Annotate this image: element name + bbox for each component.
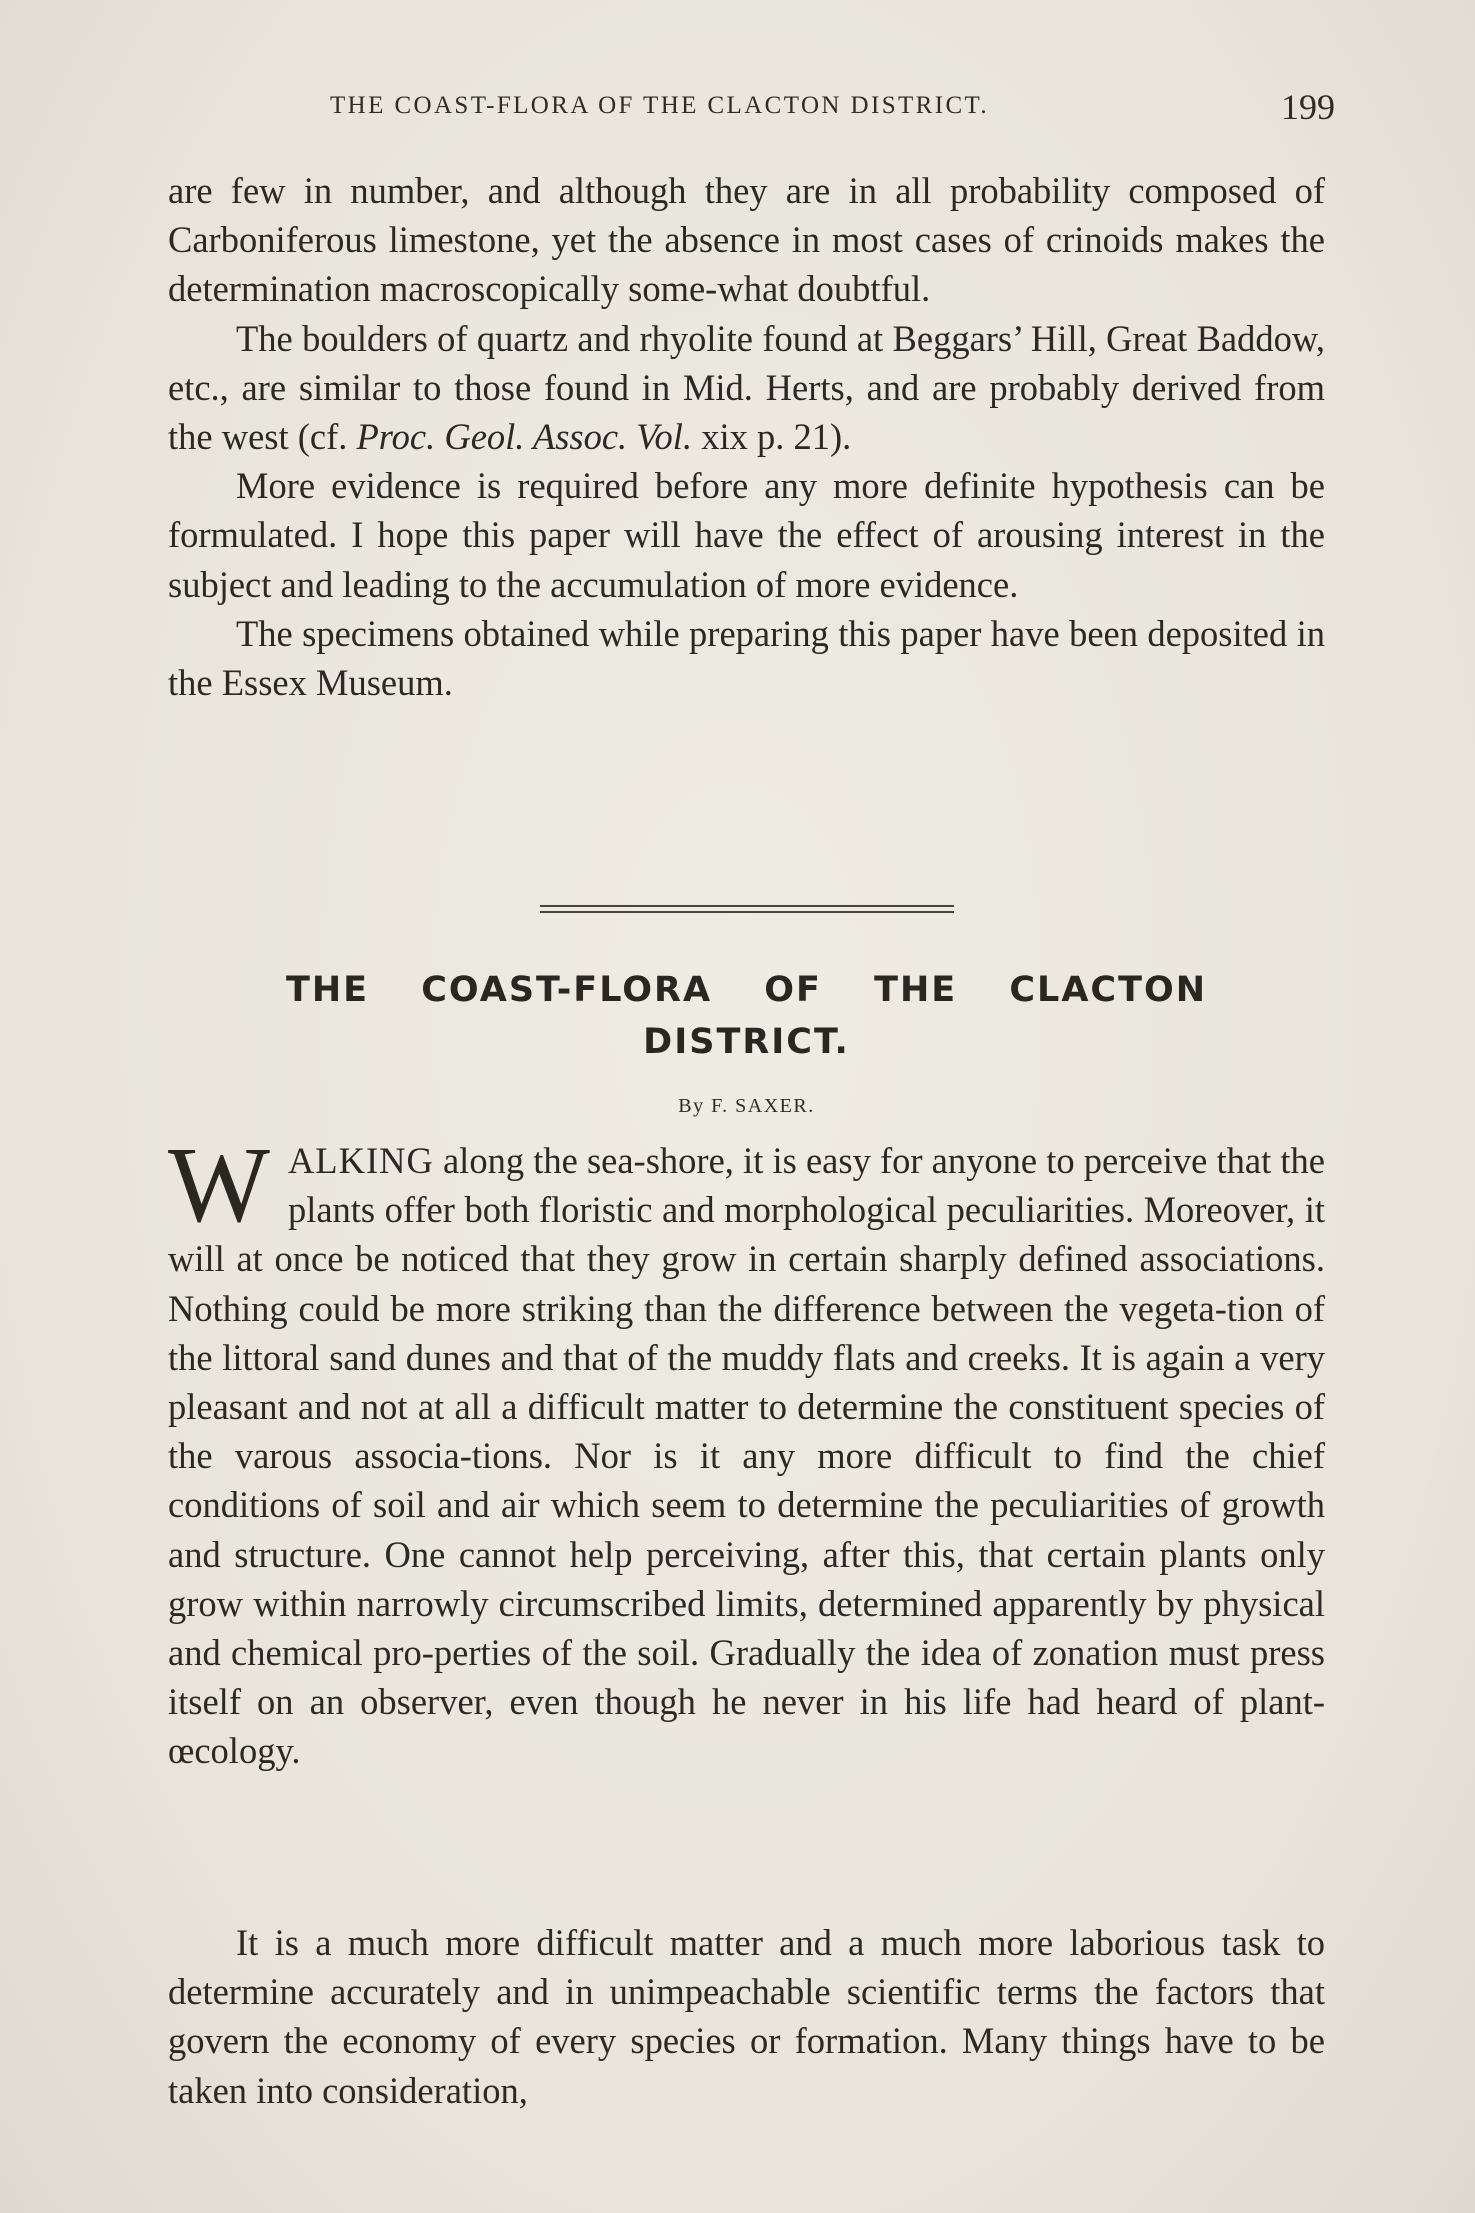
article-title-line: THE COAST-FLORA OF THE CLACTON — [285, 970, 1208, 1010]
running-head — [330, 88, 1335, 128]
section-divider-rule — [540, 905, 954, 915]
article-body — [168, 1126, 1325, 1776]
article-byline: By F. SAXER. — [678, 1095, 815, 1117]
paragraph: are few in number, and although they are in all probability composed of Carboniferous limestone, yet the absence in most cases of crinoids makes the determination macroscopically some-what doubtful. — [168, 170, 1325, 310]
divider-line — [540, 905, 954, 907]
drop-cap: W — [168, 1126, 270, 1245]
paragraph: The specimens obtained while preparing this paper have been deposited in the Essex Museum. — [168, 612, 1325, 704]
citation-rest: xix p. 21). — [692, 416, 852, 458]
paragraph: More evidence is required before any more definite hypothesis can be formulated. I hope this paper will have the effect of arousing interest in the subject and leading to the accumulation of more evidence. — [168, 465, 1325, 605]
article-body-continued — [168, 1918, 1325, 2115]
paragraph-text: The boulders of quartz and rhyolite found at Beggars’ Hill, Great Baddow, etc., are similar to those found in Mid. Herts, and are probably derived from the west (cf. — [168, 317, 1325, 458]
article-title-line: DISTRICT. — [643, 1022, 850, 1062]
paragraph: It is a much more difficult matter and a much more laborious task to determine accurately and in unimpeachable scientific terms the factors that govern the economy of every species or formation. Many things have to be taken into consideration, — [168, 1922, 1325, 2111]
article-title — [168, 964, 1325, 1068]
page-number: 199 — [1281, 87, 1335, 127]
citation-italic: Proc. Geol. Assoc. Vol. — [356, 416, 693, 458]
running-head-title: THE COAST-FLORA OF THE CLACTON DISTRICT. — [330, 92, 990, 119]
paragraph — [168, 1126, 1325, 1776]
paragraph-text: along the sea-shore, it is easy for anyone to perceive that the plants offer both floristic and morphological peculiarities. Moreover, it will at once be noticed that they grow in certain sharply defined associations. Nothing could be more striking than the difference between the vegeta-tion of the littoral sand dunes and that of the muddy flats and creeks. It is again a very pleasant and not at all a difficult matter to determine the constituent species of the varous associa-tions. Nor is it any more difficult to find the chief conditions of soil and air which seem to determine the peculiarities of growth and structure. One cannot help perceiving, after this, that certain plants only grow within narrowly circumscribed limits, determined apparently by physical and chemical pro-perties of the soil. Gradually the idea of zonation must press itself on an observer, even though he never in his life had heard of plant-œcology. — [168, 1140, 1325, 1772]
previous-article-conclusion — [168, 166, 1325, 707]
divider-line — [540, 911, 954, 913]
lead-word: ALKING — [287, 1140, 434, 1181]
paragraph — [168, 314, 1325, 462]
